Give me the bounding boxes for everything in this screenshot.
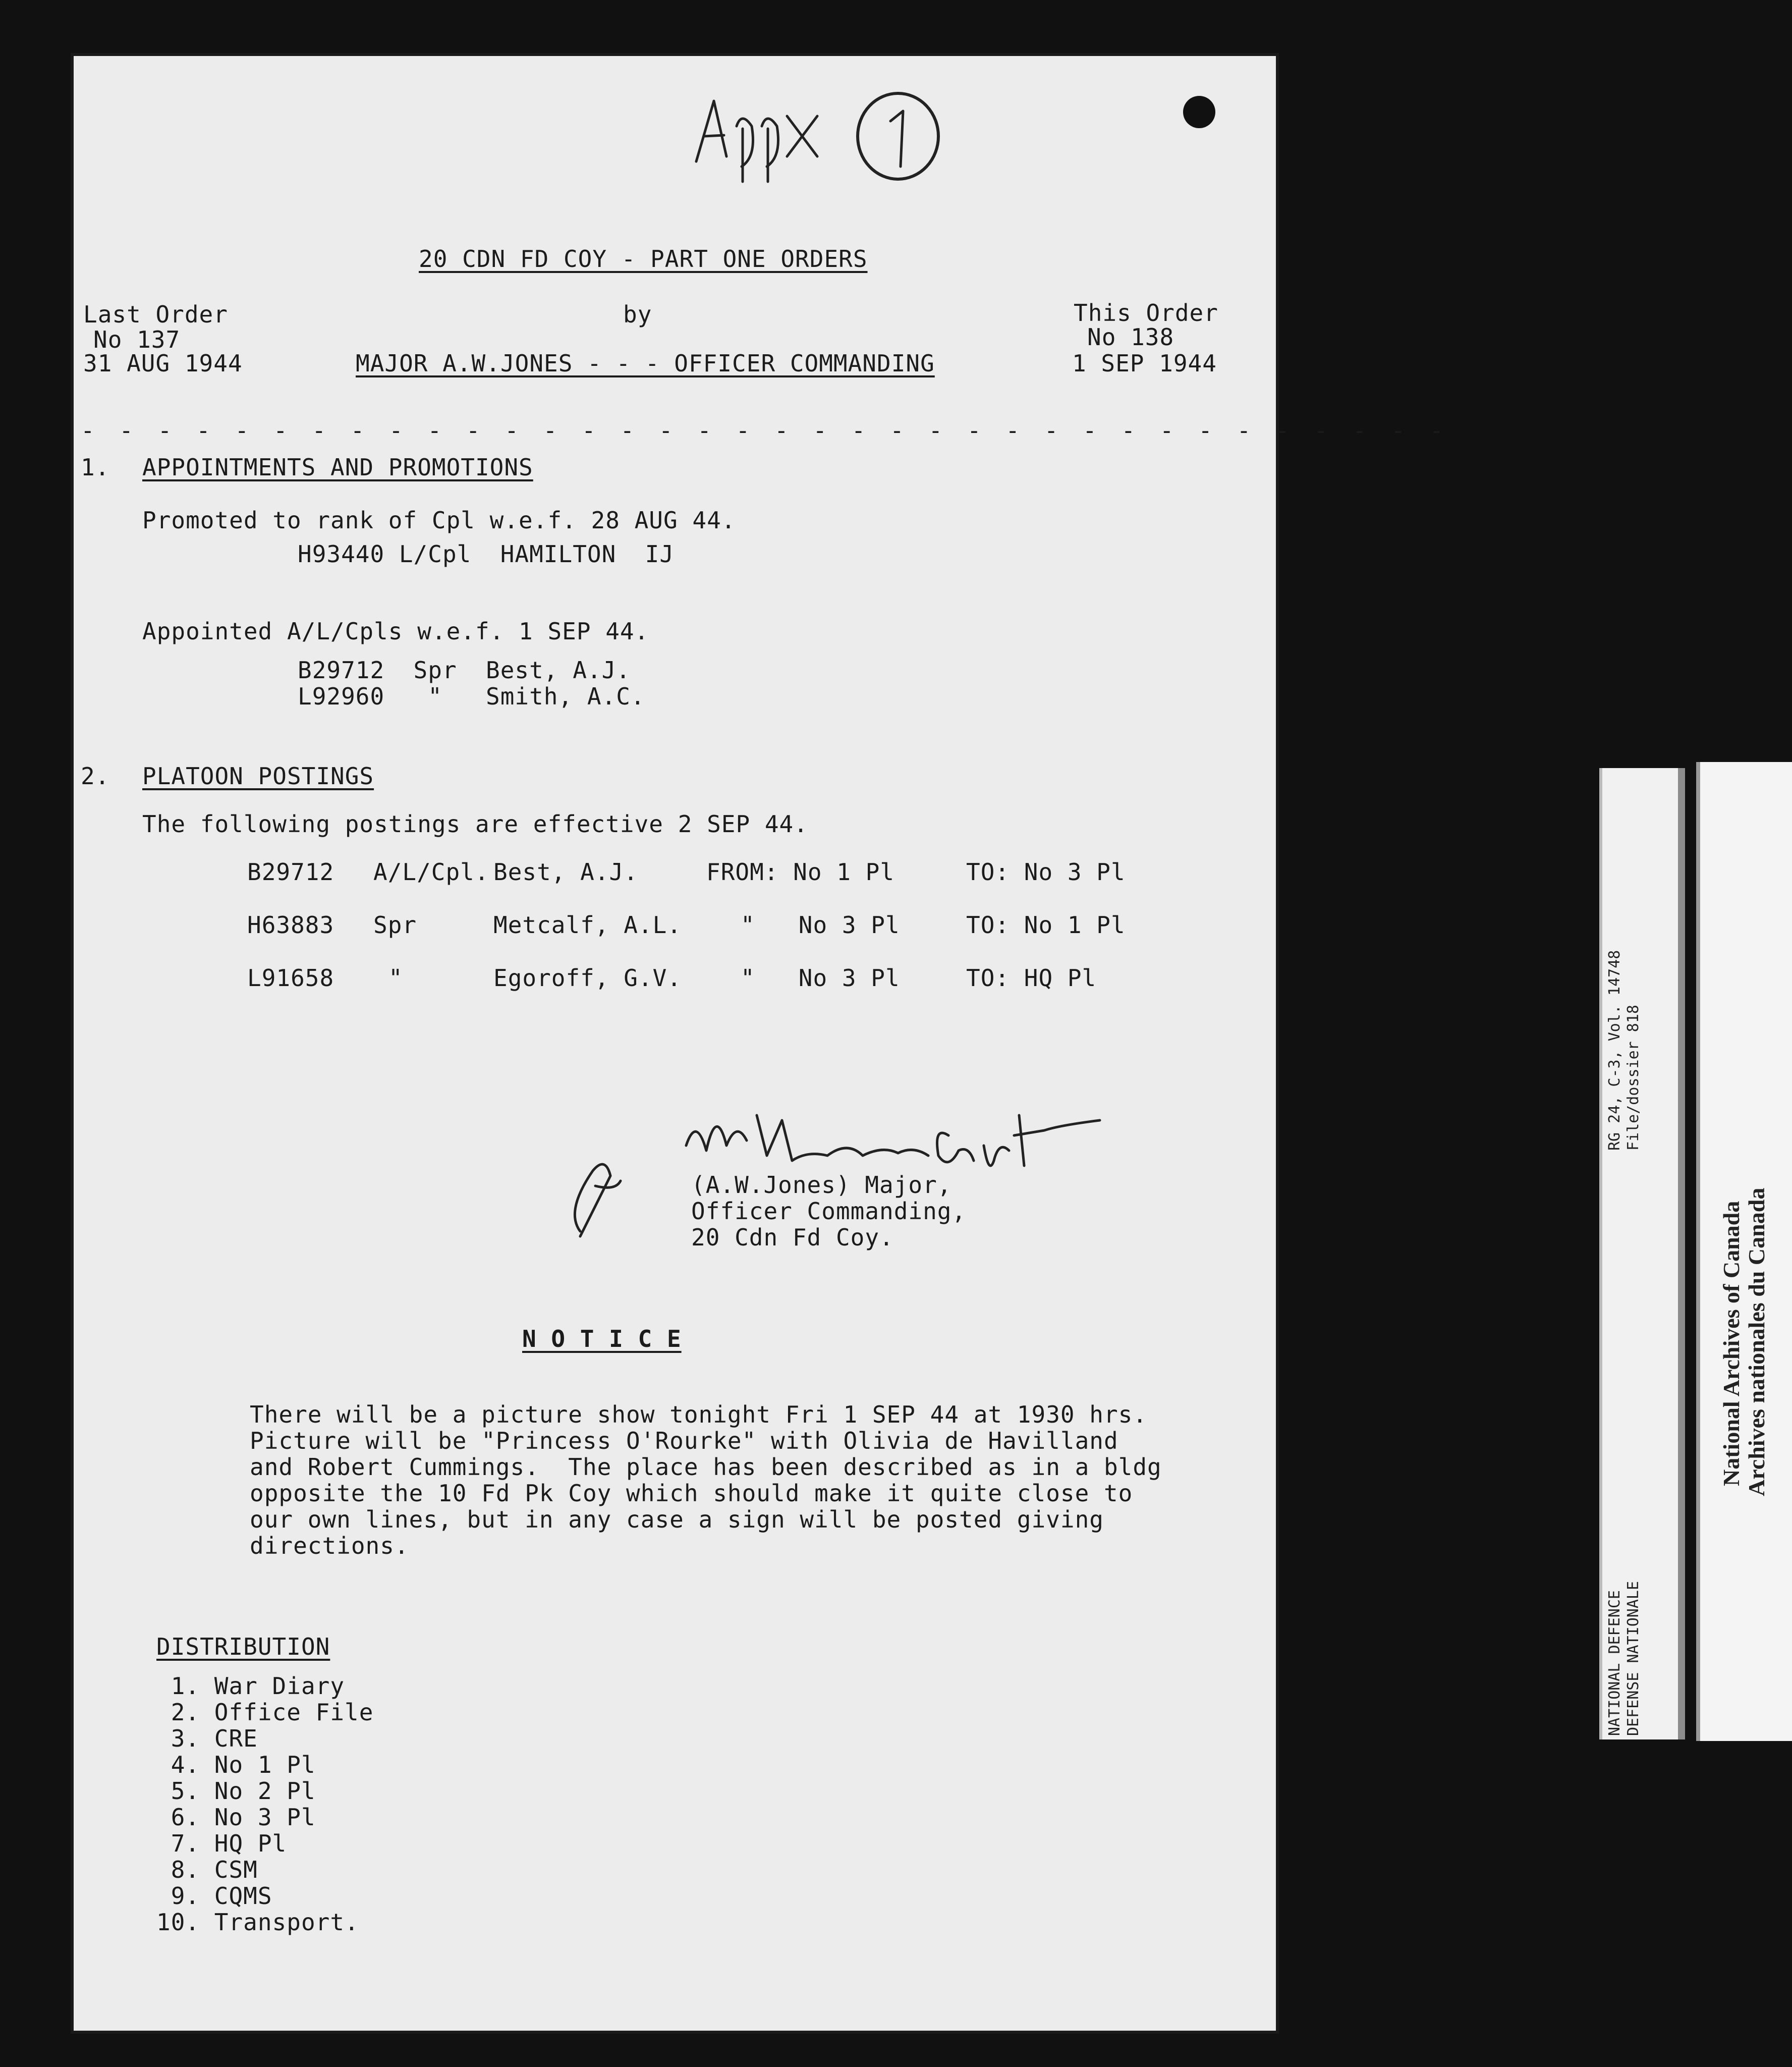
archive-reference-line: File/dossier 818 bbox=[1625, 1005, 1642, 1151]
notice-line: and Robert Cummings. The place has been described as in a bldg bbox=[250, 1453, 1162, 1481]
section-2-number: 2. bbox=[81, 763, 110, 790]
postings-intro: The following postings are effective 2 SEP 44. bbox=[142, 810, 808, 838]
signature-unit: 20 Cdn Fd Coy. bbox=[691, 1224, 894, 1251]
posting-rank: " bbox=[388, 964, 403, 992]
last-order-label: Last Order bbox=[83, 301, 228, 328]
this-order-number: No 138 bbox=[1087, 323, 1174, 351]
distribution-item: 3. CRE bbox=[156, 1725, 258, 1752]
department-label: NATIONAL DEFENCE bbox=[1606, 1590, 1623, 1736]
promoted-line: Promoted to rank of Cpl w.e.f. 28 AUG 44. bbox=[142, 507, 736, 534]
notice-line: directions. bbox=[250, 1532, 409, 1559]
posting-rank: A/L/Cpl. bbox=[373, 858, 489, 886]
posting-name: Best, A.J. bbox=[493, 858, 638, 886]
handwritten-appendix-annotation bbox=[686, 81, 948, 192]
posting-to: TO: No 1 Pl bbox=[966, 911, 1126, 939]
distribution-item: 5. No 2 Pl bbox=[156, 1777, 316, 1805]
punch-hole bbox=[1183, 96, 1215, 128]
distribution-item: 6. No 3 Pl bbox=[156, 1804, 316, 1831]
distribution-item: 10. Transport. bbox=[156, 1909, 359, 1936]
last-order-date: 31 AUG 1944 bbox=[83, 350, 243, 377]
posting-from: " No 3 Pl bbox=[741, 964, 900, 992]
department-label: DEFENSE NATIONALE bbox=[1625, 1581, 1642, 1736]
appointed-entry: L92960 " Smith, A.C. bbox=[298, 683, 645, 710]
distribution-item: 2. Office File bbox=[156, 1699, 374, 1726]
notice-line: There will be a picture show tonight Fri 1 SEP 44 at 1930 hrs. bbox=[250, 1401, 1148, 1428]
posting-to: TO: No 3 Pl bbox=[966, 858, 1126, 886]
notice-line: Picture will be "Princess O'Rourke" with Olivia de Havilland bbox=[250, 1427, 1118, 1454]
posting-number: L91658 bbox=[247, 964, 334, 992]
appointed-line: Appointed A/L/Cpls w.e.f. 1 SEP 44. bbox=[142, 618, 649, 645]
distribution-item: 1. War Diary bbox=[156, 1672, 345, 1700]
commander-line: MAJOR A.W.JONES - - - OFFICER COMMANDING bbox=[356, 350, 935, 377]
distribution-title: DISTRIBUTION bbox=[156, 1633, 330, 1660]
last-order-number: No 137 bbox=[93, 326, 181, 353]
archive-reference-line: RG 24, C-3, Vol. 14748 bbox=[1606, 950, 1623, 1151]
distribution-item: 4. No 1 Pl bbox=[156, 1751, 316, 1778]
archives-name-french: Archives nationales du Canada bbox=[1744, 1187, 1769, 1496]
posting-number: B29712 bbox=[247, 858, 334, 886]
by-label: by bbox=[623, 301, 652, 328]
notice-title: N O T I C E bbox=[522, 1325, 682, 1352]
section-2-title: PLATOON POSTINGS bbox=[142, 763, 374, 790]
this-order-date: 1 SEP 1944 bbox=[1072, 350, 1217, 377]
posting-rank: Spr bbox=[373, 911, 417, 939]
section-1-number: 1. bbox=[81, 454, 110, 481]
section-1-title: APPOINTMENTS AND PROMOTIONS bbox=[142, 454, 533, 481]
signature-name: (A.W.Jones) Major, bbox=[691, 1171, 952, 1199]
distribution-item: 7. HQ Pl bbox=[156, 1830, 287, 1857]
posting-from: FROM: No 1 Pl bbox=[706, 858, 895, 886]
order-title: 20 CDN FD COY - PART ONE ORDERS bbox=[419, 245, 868, 273]
signature-title: Officer Commanding, bbox=[691, 1198, 967, 1225]
notice-line: opposite the 10 Fd Pk Coy which should make it quite close to bbox=[250, 1480, 1133, 1507]
header-divider: - - - - - - - - - - - - - - - - - - - - - - - - - - - - - - - - - - - - bbox=[81, 417, 1449, 444]
appointed-entry: B29712 Spr Best, A.J. bbox=[298, 657, 631, 684]
archives-name-english: National Archives of Canada bbox=[1718, 1201, 1744, 1486]
posting-from: " No 3 Pl bbox=[741, 911, 900, 939]
posting-to: TO: HQ Pl bbox=[966, 964, 1097, 992]
distribution-item: 9. CQMS bbox=[156, 1882, 272, 1910]
promoted-entry: H93440 L/Cpl HAMILTON IJ bbox=[298, 540, 675, 568]
distribution-item: 8. CSM bbox=[156, 1856, 258, 1883]
this-order-label: This Order bbox=[1074, 299, 1218, 327]
notice-line: our own lines, but in any case a sign will be posted giving bbox=[250, 1506, 1104, 1533]
posting-name: Metcalf, A.L. bbox=[493, 911, 682, 939]
posting-number: H63883 bbox=[247, 911, 334, 939]
posting-name: Egoroff, G.V. bbox=[493, 964, 682, 992]
